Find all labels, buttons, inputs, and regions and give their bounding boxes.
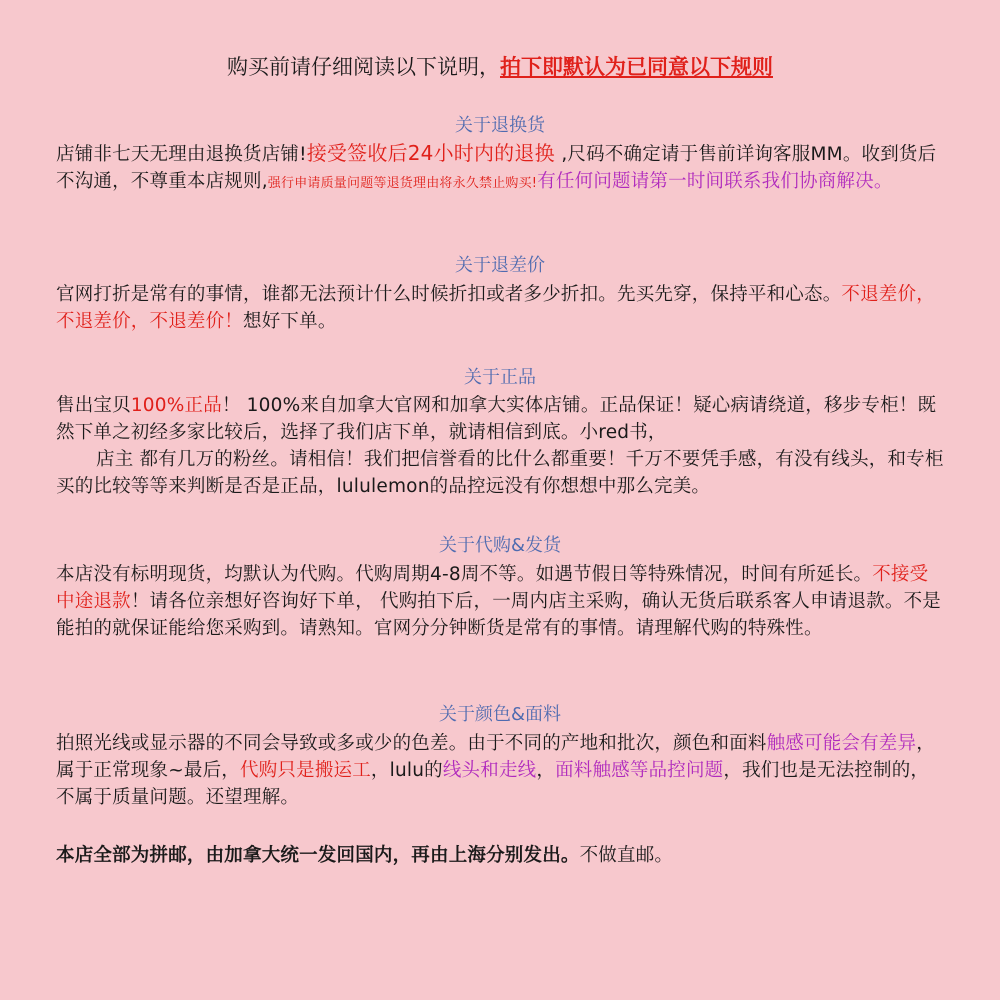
color-text-1: 拍照光线或显示器的不同会导致或多或少的色差。由于不同的产地和批次，颜色和面料	[56, 733, 767, 754]
color-text-5: ，我们也是无法控制的，不属于质量问题。还望理解。	[56, 760, 930, 808]
color-text-4: ，	[536, 760, 556, 781]
returns-warning: 强行申请质量问题等退货理由将永久禁止购买!	[267, 176, 538, 191]
color-highlight-3: 线头和走线	[442, 760, 537, 781]
title-text: 购买前请仔细阅读以下说明，	[227, 55, 500, 79]
price-heading: 关于退差价	[455, 255, 545, 276]
page-title	[0, 52, 1000, 82]
color-text	[56, 730, 946, 811]
returns-highlight: 接受签收后24小时内的退换	[306, 141, 562, 165]
proxy-heading: 关于代购&发货	[438, 535, 562, 556]
title-highlight: 拍下即默认为已同意以下规则	[500, 55, 773, 79]
returns-text-1: 店铺非七天无理由退换货店铺!	[56, 144, 307, 165]
authentic-text	[56, 392, 946, 500]
shipping-normal: 不做直邮。	[579, 845, 674, 866]
color-highlight-1: 触感可能会有差异	[766, 733, 917, 754]
color-highlight-2: 代购只是搬运工	[240, 760, 371, 781]
price-no-refund: 不退差价，不退差价，不退差价！	[56, 284, 935, 332]
color-highlight-4: 面料触感等品控问题	[555, 760, 724, 781]
price-text-2: 想好下单。	[243, 311, 337, 332]
authentic-highlight: 100%正品	[130, 395, 222, 416]
authentic-text-2: ！ 100%来自加拿大官网和加拿大实体店铺。正品保证！疑心病请绕道，移步专柜！既然下单之初经多家比较后，选择了我们店下单，就请相信到底。小red书，	[56, 395, 937, 443]
price-text	[56, 281, 946, 335]
shipping-note	[56, 842, 946, 869]
proxy-text	[56, 561, 946, 642]
price-text-1: 官网打折是常有的事情，谁都无法预计什么时候折扣或者多少折扣。先买先穿，保持平和心态。	[56, 284, 842, 305]
color-text-3: ，lulu的	[370, 760, 443, 781]
proxy-highlight: 不接受中途退款	[56, 564, 929, 612]
authentic-text-1: 售出宝贝	[56, 395, 131, 416]
proxy-text-2: ！请各位亲想好咨询好下单， 代购拍下后，一周内店主采购，确认无货后联系客人申请退款。不是能拍的就保证能给您采购到。请熟知。官网分分钟断货是常有的事情。请理解代购的特殊性。	[56, 591, 941, 639]
authentic-text-3: 店主 都有几万的粉丝。请相信！我们把信誉看的比什么都重要！千万不要凭手感，有没有线头，和专柜买的比较等等来判断是否是正品，lululemon的品控远没有你想想中那么完美。	[56, 449, 944, 497]
proxy-text-1: 本店没有标明现货，均默认为代购。代购周期4-8周不等。如遇节假日等特殊情况，时间有所延长。	[56, 564, 873, 585]
authentic-heading: 关于正品	[464, 367, 536, 388]
returns-text-2: ,尺码不确定请于售前详询客服MM。收到货后不沟通，不尊重本店规则,	[56, 144, 937, 192]
returns-text	[56, 140, 946, 197]
returns-contact: 有任何问题请第一时间联系我们协商解决。	[537, 171, 893, 192]
color-text-2: ，属于正常现象~最后，	[56, 733, 935, 781]
color-heading: 关于颜色&面料	[438, 704, 562, 725]
returns-heading: 关于退换货	[455, 115, 545, 136]
shipping-bold: 本店全部为拼邮，由加拿大统一发回国内，再由上海分别发出。	[56, 845, 580, 866]
